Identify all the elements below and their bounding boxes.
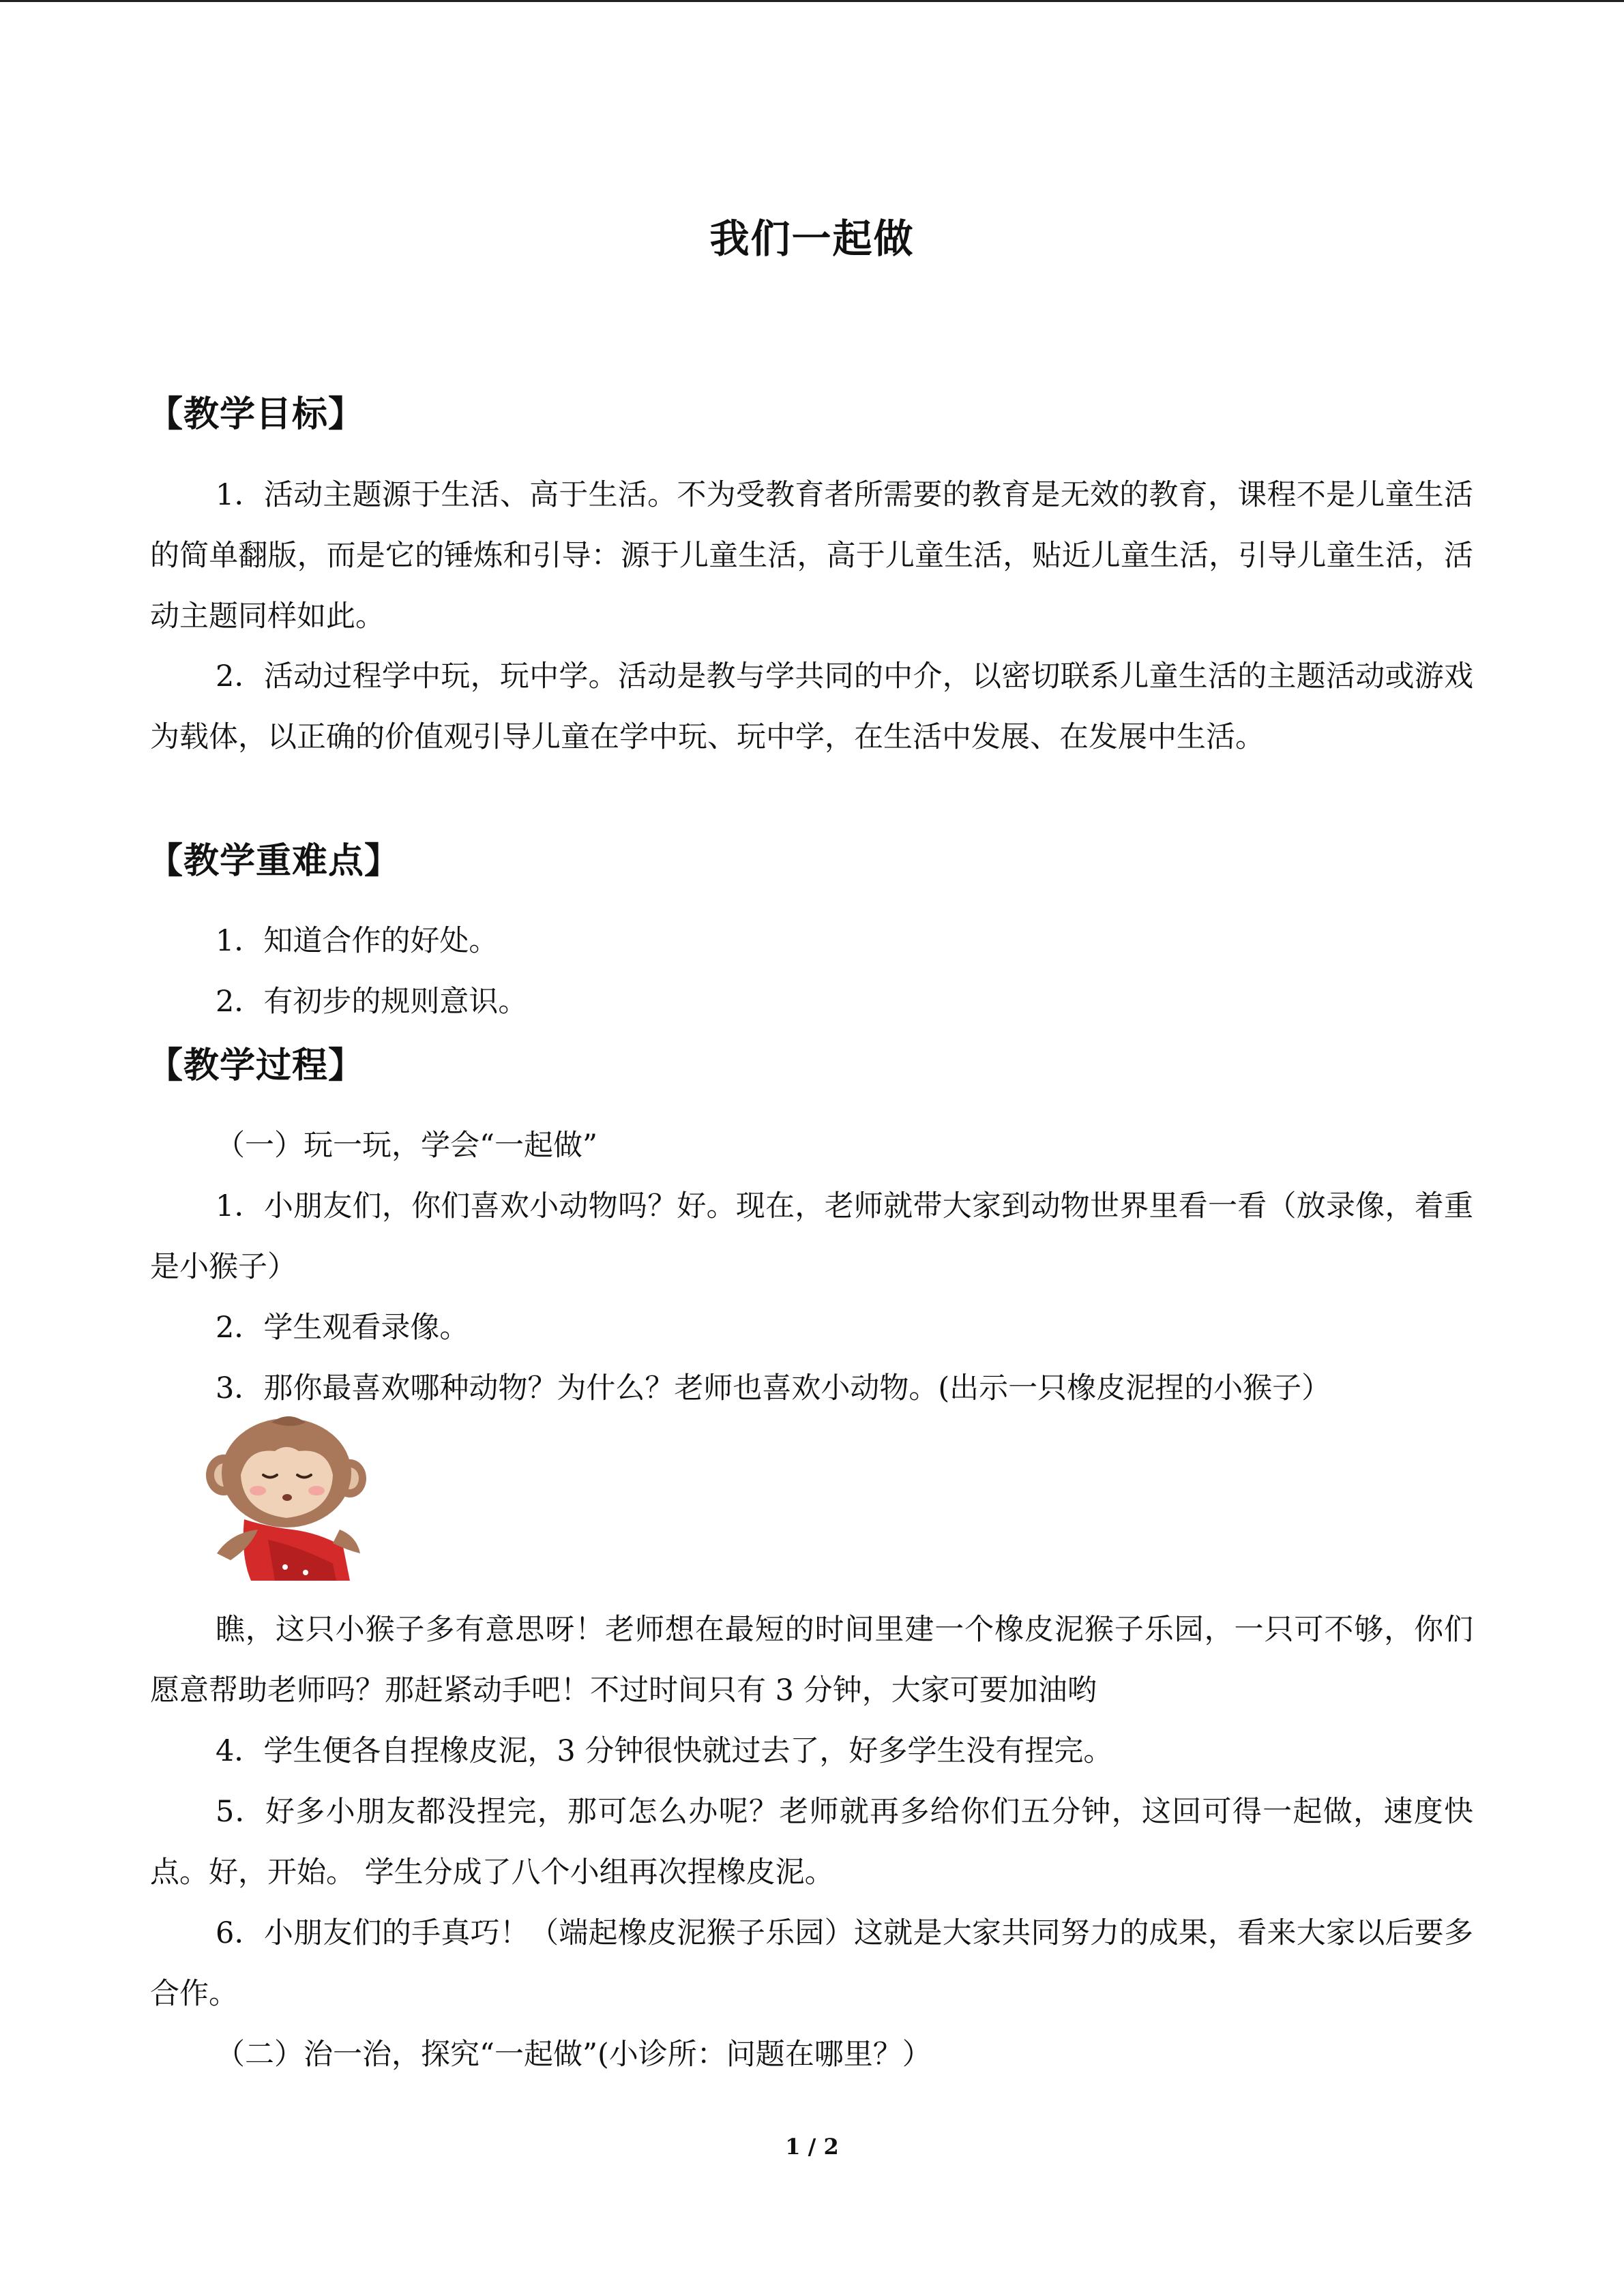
- clay-monkey-image: [203, 1410, 374, 1581]
- document-title: 我们一起做: [709, 215, 915, 262]
- key-point-item-2: 2．有初步的规则意识。: [216, 985, 528, 1019]
- objective-item-2: 2．活动过程学中玩，玩中学。活动是教与学共同的中介，以密切联系儿童生活的主题活动或游戏为载体，以正确的价值观引导儿童在学中玩、玩中学，在生活中发展、在发展中生活。: [150, 659, 1473, 754]
- process-step-5: 5．好多小朋友都没捏完，那可怎么办呢？老师就再多给你们五分钟，这回可得一起做，速度快点。好，开始。 学生分成了八个小组再次捏橡皮泥。: [150, 1795, 1473, 1890]
- process-step-6: 6．小朋友们的手真巧！（端起橡皮泥猴子乐园）这就是大家共同努力的成果，看来大家以后要多合作。: [150, 1916, 1473, 2011]
- process-step-2: 2．学生观看录像。: [216, 1311, 469, 1345]
- key-point-item-1: 1．知道合作的好处。: [216, 924, 499, 958]
- process-part1-title: （一）玩一玩，学会“一起做”: [216, 1129, 597, 1163]
- process-part2-title: （二）治一治，探究“一起做”(小诊所：问题在哪里？）: [216, 2038, 932, 2072]
- page-top-border: [0, 0, 1624, 2]
- objective-item-1: 1．活动主题源于生活、高于生活。不为受教育者所需要的教育是无效的教育，课程不是儿童生活的简单翻版，而是它的锤炼和引导：源于儿童生活，高于儿童生活，贴近儿童生活，引导儿童生活，活动主题同样如此。: [150, 478, 1473, 633]
- monkey-figure-icon: [203, 1410, 374, 1581]
- process-step-4: 4．学生便各自捏橡皮泥，3 分钟很快就过去了，好多学生没有捏完。: [216, 1734, 1113, 1768]
- page-number: 1 / 2: [785, 2134, 839, 2160]
- process-step-3: 3．那你最喜欢哪种动物？为什么？老师也喜欢小动物。(出示一只橡皮泥捏的小猴子）: [216, 1371, 1331, 1405]
- process-step-3-continued: 瞧，这只小猴子多有意思呀！老师想在最短的时间里建一个橡皮泥猴子乐园，一只可不够，你们愿意帮助老师吗？那赶紧动手吧！不过时间只有 3 分钟，大家可要加油哟: [150, 1613, 1473, 1708]
- heading-objectives: 【教学目标】: [147, 394, 365, 435]
- heading-process: 【教学过程】: [147, 1045, 365, 1086]
- heading-key-points: 【教学重难点】: [147, 841, 401, 882]
- process-step-1: 1．小朋友们，你们喜欢小动物吗？好。现在，老师就带大家到动物世界里看一看（放录像，着重是小猴子）: [150, 1189, 1473, 1284]
